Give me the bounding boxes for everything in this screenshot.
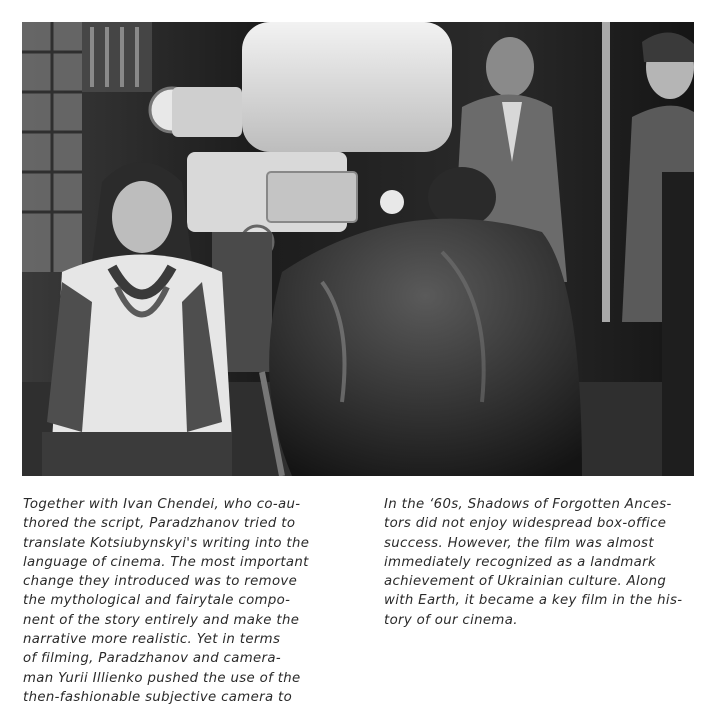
paragraph-line: language of cinema. The most important [23, 554, 309, 570]
article-left-column [23, 495, 334, 707]
paragraph-line: tors did not enjoy widespread box-office [384, 516, 667, 532]
paragraph-line: success. However, the film was almost [384, 535, 654, 551]
paragraph-line: translate Kotsiubynskyi's writing into the [23, 535, 310, 551]
paragraph-line: of filming, Paradzhanov and camera- [23, 651, 282, 667]
paragraph-line: the mythological and fairytale compo- [23, 593, 291, 609]
article-right-column [384, 495, 695, 630]
paragraph-line: nent of the story entirely and make the [23, 612, 300, 628]
paragraph-line: man Yurii Illienko pushed the use of the [23, 670, 301, 686]
paragraph-line: change they introduced was to remove [23, 574, 298, 590]
light-stand [662, 172, 694, 476]
film-set-illustration [22, 22, 694, 476]
boom-pole [602, 22, 610, 322]
paragraph-line: then-fashionable subjective camera to [23, 689, 293, 705]
paragraph-line: achievement of Ukrainian culture. Along [384, 574, 667, 590]
paragraph-line: with Earth, it became a key film in the his- [384, 593, 683, 609]
paragraph-line: Together with Ivan Chendei, who co-au- [23, 497, 301, 512]
film-set-photo [22, 22, 694, 476]
paragraph-line: In the ‘60s, Shadows of Forgotten Ances- [384, 497, 672, 512]
paragraph-line: immediately recognized as a landmark [384, 554, 656, 570]
paragraph-line: tory of our cinema. [384, 612, 518, 628]
paragraph-line: narrative more realistic. Yet in terms [23, 632, 281, 648]
paragraph-line: thored the script, Paradzhanov tried to [23, 516, 296, 532]
